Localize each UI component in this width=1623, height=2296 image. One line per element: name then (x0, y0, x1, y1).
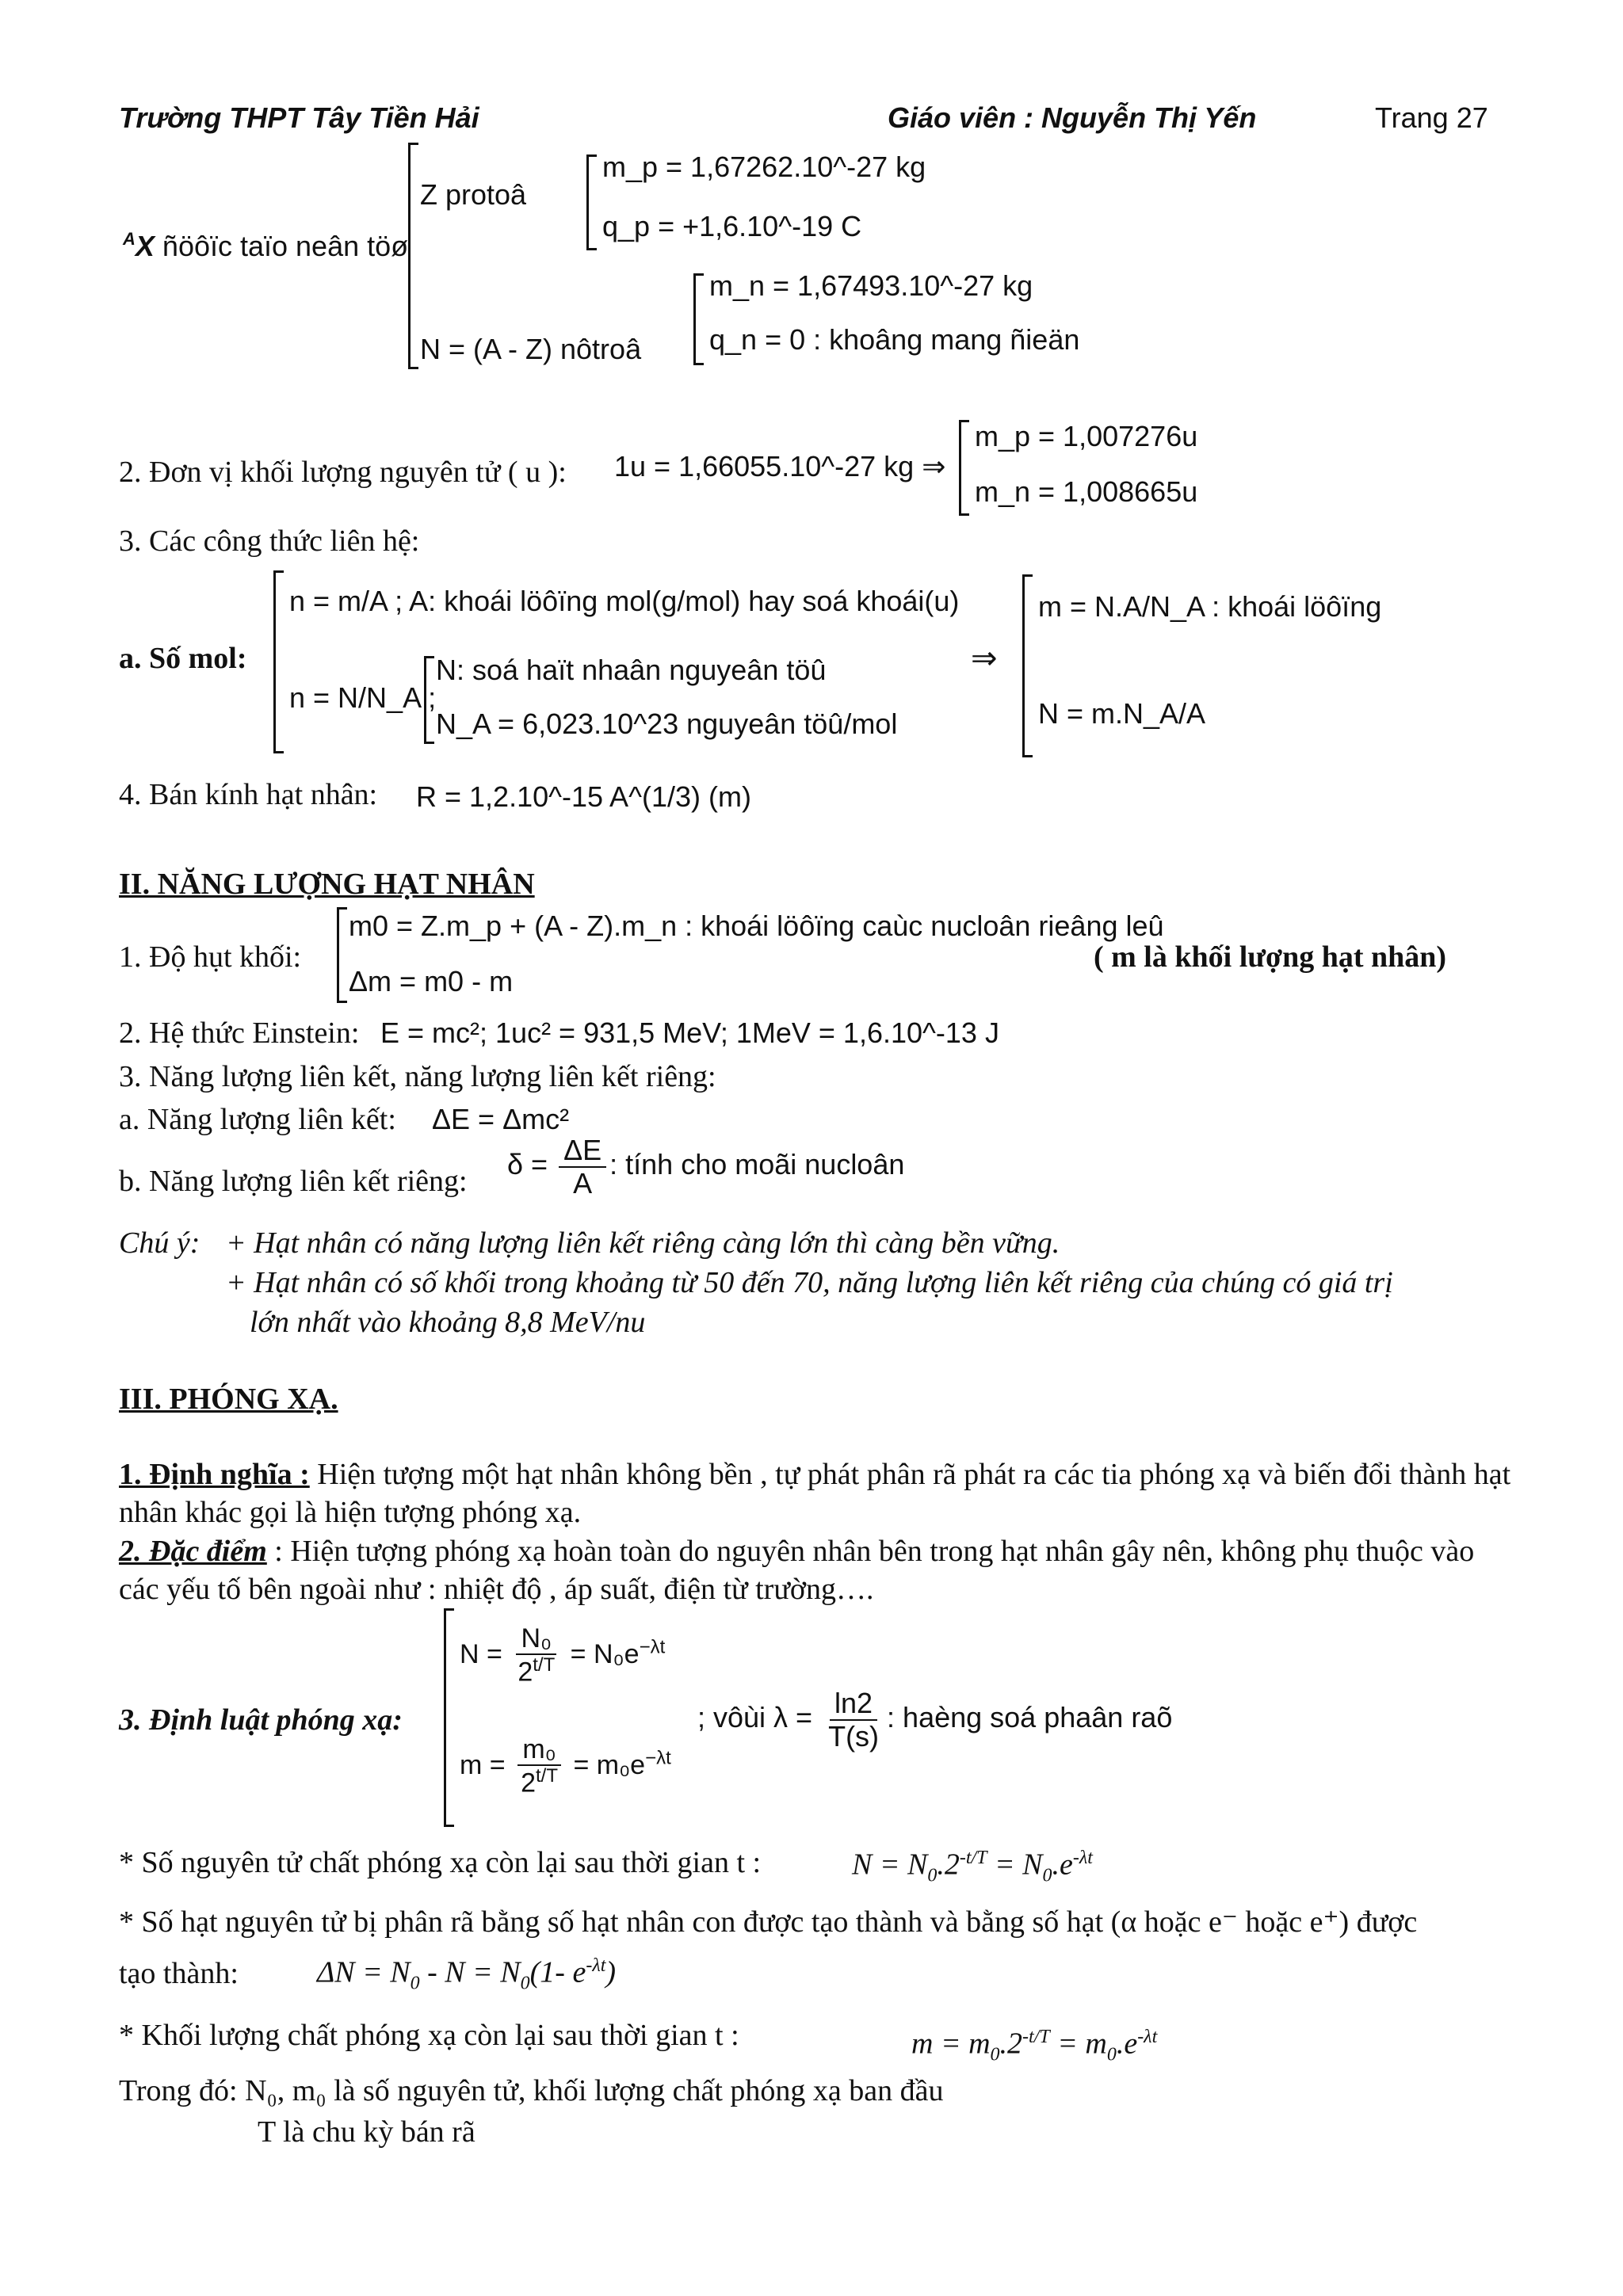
proton-brace (586, 154, 597, 250)
specific-binding-label: b. Năng lượng liên kết riêng: (119, 1165, 468, 1198)
remaining-atoms-formula: $N = N_0.2^{-t/T} = N_0.e^{-\lambda t}$ (852, 1848, 1093, 1886)
note-line3: lớn nhất vào khoảng 8,8 MeV/nu (250, 1306, 646, 1339)
einstein-label: 2. Hệ thức Einstein: (119, 1016, 360, 1050)
decay-law-label: 3. Định luật phóng xạ: (119, 1703, 403, 1737)
decayed-atoms-text2: tạo thành: (119, 1957, 239, 1990)
remaining-atoms-text: * Số nguyên tử chất phóng xạ còn lại sau thời gian t : (119, 1846, 762, 1879)
mol-inner-brace (424, 656, 434, 744)
decay-law-brace (444, 1608, 454, 1827)
mol-line2a: n = N/N_A ; (289, 681, 437, 714)
note-label: Chú ý: (119, 1226, 200, 1260)
binding-energy-formula: ΔE = Δmc² (432, 1103, 570, 1135)
mol-result1: m = N.A/N_A : khoái löôïng (1038, 590, 1382, 623)
school-name: Trường THPT Tây Tiền Hải (119, 101, 479, 134)
section-energy-title: II. NĂNG LƯỢNG HẠT NHÂN (119, 868, 535, 901)
teacher-name: Giáo viên : Nguyễn Thị Yến (888, 101, 1257, 134)
mol-line2b: N: soá haït nhaân nguyeân töû (436, 654, 827, 686)
mass-defect-note: ( m là khối lượng hạt nhân) (1094, 940, 1447, 974)
neutron-mass: m_n = 1,67493.10^-27 kg (709, 269, 1033, 302)
proton-mass: m_p = 1,67262.10^-27 kg (602, 151, 926, 183)
page-number: Trang 27 (1375, 101, 1488, 134)
relations-heading: 3. Các công thức liên hệ: (119, 524, 420, 558)
decay-constant: ; vôùi λ = $\frac{\ln 2}{T(s)}$ : haèng soá phaân raõ (697, 1687, 1173, 1753)
atomic-mass-unit-text: 2. Đơn vị khối lượng nguyên tử ( u ): (119, 456, 567, 489)
outer-brace (408, 143, 418, 369)
decayed-atoms-formula: $\Delta N = N_0 - N = N_0(1-$ $e^{-\lambda t}$) (317, 1955, 617, 1994)
nucleus-intro: $^A$X ñöôïc taïo neân töø (123, 229, 409, 262)
atomic-mass-unit-formula: 1u = 1,66055.10^-27 kg ⇒ (614, 450, 946, 482)
mass-defect-dm: Δm = m0 - m (349, 965, 514, 997)
mol-result2: N = m.N_A/A (1038, 697, 1206, 730)
mol-result-brace (1022, 574, 1033, 757)
neutron-brace (693, 273, 704, 365)
neutron-mass-u: m_n = 1,008665u (975, 475, 1198, 508)
neutron-charge: q_n = 0 : khoâng mang ñieän (709, 323, 1080, 356)
mass-brace (959, 420, 969, 516)
decay-law-m: m = $\frac{\text{m₀}}{2^{t/T}}$ = $m_0e^{-\lambda t}$ (460, 1734, 671, 1798)
proton-label: Z protoâ (420, 178, 527, 211)
mol-brace (273, 570, 284, 753)
feature-paragraph: 2. Đặc điểm : Hiện tượng phóng xạ hoàn toàn do nguyên nhân bên trong hạt nhân gây nên, không phụ thuộc vào các yếu tố bên ngoài như : nhiệt độ , áp suất, điện từ trường…. (119, 1535, 1475, 1606)
note-line2: + Hạt nhân có số khối trong khoảng từ 50 đến 70, năng lượng liên kết riêng của chúng có giá trị (226, 1266, 1393, 1299)
where-line1: Trong đó: N₀, m₀ là số nguyên tử, khối lượng chất phóng xạ ban đầu (119, 2074, 944, 2107)
radius-formula: R = 1,2.10^-15 A^(1/3) (m) (416, 780, 751, 813)
mass-defect-m0: m0 = Z.m_p + (A - Z).m_n : khoái löôïng caùc nucloân rieâng leû (349, 910, 1164, 942)
implies-arrow: ⇒ (971, 641, 998, 676)
binding-energy-heading: 3. Năng lượng liên kết, năng lượng liên kết riêng: (119, 1060, 716, 1093)
note-line1: + Hạt nhân có năng lượng liên kết riêng càng lớn thì càng bền vững. (226, 1226, 1060, 1260)
decay-law-N: N = $\frac{\text{N₀}}{2^{t/T}}$ = $N_0e^{-\lambda t}$ (460, 1623, 666, 1688)
neutron-label: N = (A - Z) nôtroâ (420, 333, 642, 365)
binding-energy-label: a. Năng lượng liên kết: (119, 1103, 396, 1136)
radius-text: 4. Bán kính hạt nhân: (119, 778, 378, 811)
remaining-mass-text: * Khối lượng chất phóng xạ còn lại sau thời gian t : (119, 2019, 739, 2052)
proton-charge: q_p = +1,6.10^-19 C (602, 210, 862, 242)
decayed-atoms-text: * Số hạt nguyên tử bị phân rã bằng số hạt nhân con được tạo thành và bằng số hạt (α hoặc e⁻ hoặc e⁺) được (119, 1905, 1418, 1939)
mol-label: a. Số mol: (119, 642, 247, 675)
mol-line1: n = m/A ; A: khoái löôïng mol(g/mol) hay soá khoái(u) (289, 585, 960, 617)
mass-defect-brace (337, 907, 347, 1003)
specific-binding-formula: δ = $\frac{\Delta E}{A}$ : tính cho moãi nucloân (507, 1134, 905, 1199)
section-radioactivity-title: III. PHÓNG XẠ. (119, 1383, 338, 1416)
mol-line2c: N_A = 6,023.10^23 nguyeân töû/mol (436, 707, 898, 740)
where-line2: T là chu kỳ bán rã (258, 2115, 475, 2149)
proton-mass-u: m_p = 1,007276u (975, 420, 1198, 452)
definition-paragraph: 1. Định nghĩa : Hiện tượng một hạt nhân không bền , tự phát phân rã phát ra các tia phóng xạ và biến đổi thành hạt nhân khác gọi là hiện tượng phóng xạ. (119, 1458, 1511, 1529)
mass-defect-label: 1. Độ hụt khối: (119, 940, 302, 974)
einstein-formula: E = mc²; 1uc² = 931,5 MeV; 1MeV = 1,6.10^-13 J (380, 1016, 999, 1049)
remaining-mass-formula: $m = m_0.2^{-t/T} = m_0.e^{-\lambda t}$ (911, 2027, 1158, 2065)
